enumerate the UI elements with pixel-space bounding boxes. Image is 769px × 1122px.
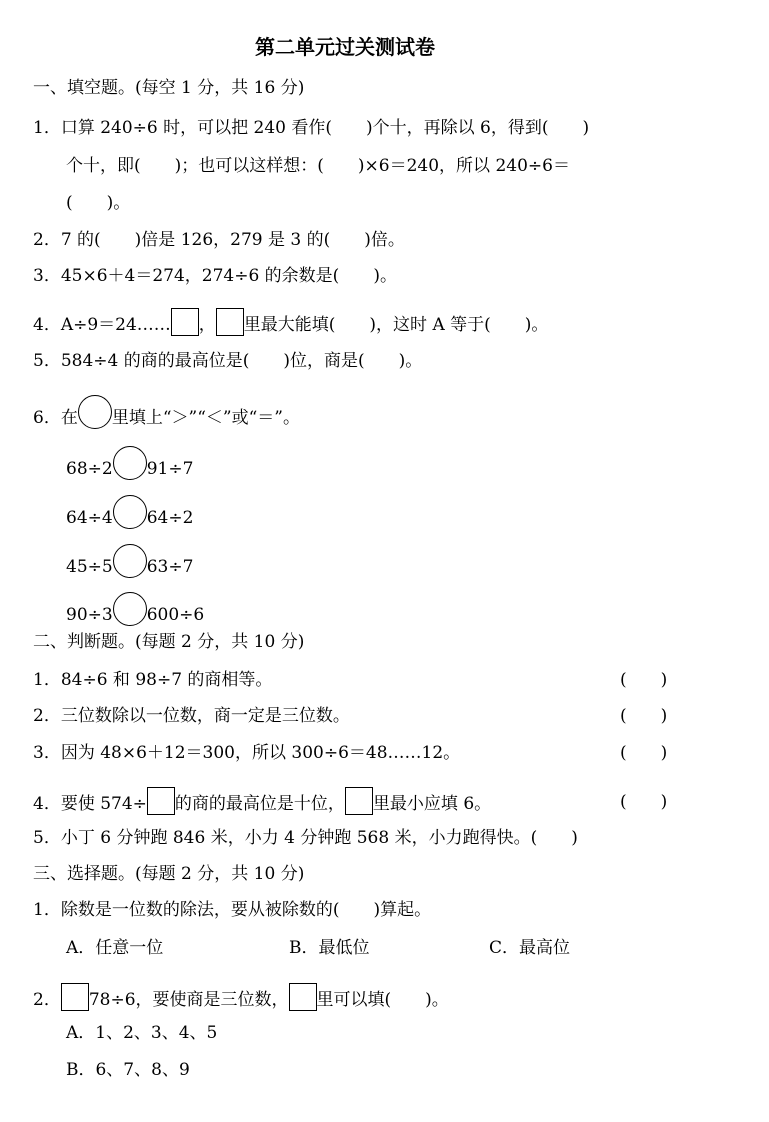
option-c[interactable]: C．最高位: [489, 938, 571, 958]
answer-box[interactable]: [61, 983, 89, 1011]
compare-circle[interactable]: [113, 544, 147, 578]
answer-paren[interactable]: ( ): [620, 792, 668, 812]
q2-4-text-a: 4．要使 574÷: [33, 794, 147, 814]
q4-text-c: 里最大能填( )，这时 A 等于( )。: [243, 315, 549, 335]
question-2-5: 5．小丁 6 分钟跑 846 米，小力 4 分钟跑 568 米，小力跑得快。( ): [33, 828, 578, 848]
question-1-2: 2．7 的( )倍是 126，279 是 3 的( )倍。: [33, 230, 405, 250]
comparison-right: 91÷7: [146, 459, 194, 479]
question-1-1-line3: ( )。: [66, 193, 131, 213]
comparison-left: 45÷5: [66, 557, 113, 577]
comparison-row: [66, 446, 193, 481]
section-1-heading: 一、填空题。(每空 1 分，共 16 分): [33, 78, 305, 98]
question-2-3: 3．因为 48×6＋12＝300，所以 300÷6＝48……12。: [33, 743, 461, 763]
q2-4-text-b: 的商的最高位是十位，: [174, 794, 345, 814]
comparison-right: 63÷7: [146, 557, 194, 577]
question-1-4: [33, 308, 548, 337]
comparison-left: 64÷4: [66, 508, 113, 528]
answer-box[interactable]: [147, 787, 175, 815]
section-2-heading: 二、判断题。(每题 2 分，共 10 分): [33, 632, 305, 652]
q3-2-text-c: 里可以填( )。: [316, 990, 449, 1010]
answer-paren[interactable]: ( ): [620, 743, 668, 763]
comparison-left: 90÷3: [66, 605, 113, 625]
answer-box[interactable]: [345, 787, 373, 815]
option-a[interactable]: A．任意一位: [66, 938, 164, 958]
comparison-row: [66, 592, 204, 627]
answer-paren[interactable]: ( ): [620, 670, 668, 690]
option-a[interactable]: A．1、2、3、4、5: [66, 1023, 218, 1043]
option-b[interactable]: B．最低位: [289, 938, 370, 958]
comparison-left: 68÷2: [66, 459, 113, 479]
question-2-2: 2．三位数除以一位数，商一定是三位数。: [33, 706, 350, 726]
question-3-1: 1．除数是一位数的除法，要从被除数的( )算起。: [33, 900, 432, 920]
answer-box[interactable]: [216, 308, 244, 336]
q4-text-b: ，: [198, 315, 216, 335]
question-1-5: 5．584÷4 的商的最高位是( )位，商是( )。: [33, 351, 423, 371]
question-1-1-line2: 个十，即( )；也可以这样想：( )×6＝240，所以 240÷6＝: [66, 156, 570, 176]
question-1-1-line1: 1．口算 240÷6 时，可以把 240 看作( )个十，再除以 6，得到( ): [33, 118, 590, 138]
answer-box[interactable]: [289, 983, 317, 1011]
answer-paren[interactable]: ( ): [620, 706, 668, 726]
comparison-right: 64÷2: [146, 508, 194, 528]
compare-circle[interactable]: [113, 592, 147, 626]
section-3-heading: 三、选择题。(每题 2 分，共 10 分): [33, 864, 305, 884]
question-2-4: [33, 787, 491, 816]
compare-circle[interactable]: [113, 495, 147, 529]
compare-circle[interactable]: [113, 446, 147, 480]
question-3-2: [33, 983, 449, 1012]
q6-text-b: 里填上“＞”“＜”或“＝”。: [111, 408, 300, 428]
q4-text-a: 4．A÷9＝24……: [33, 315, 171, 335]
comparison-row: [66, 495, 193, 530]
option-b[interactable]: B．6、7、8、9: [66, 1060, 190, 1080]
compare-circle[interactable]: [78, 395, 112, 429]
question-1-6: [33, 395, 300, 430]
q3-2-text-b: 78÷6，要使商是三位数，: [88, 990, 289, 1010]
question-1-3: 3．45×6＋4＝274，274÷6 的余数是( )。: [33, 266, 397, 286]
answer-box[interactable]: [171, 308, 199, 336]
q2-4-text-c: 里最小应填 6。: [372, 794, 492, 814]
comparison-row: [66, 544, 193, 579]
q3-2-text-a: 2．: [33, 990, 61, 1010]
page-title: 第二单元过关测试卷: [255, 35, 435, 59]
question-2-1: 1．84÷6 和 98÷7 的商相等。: [33, 670, 273, 690]
comparison-right: 600÷6: [146, 605, 205, 625]
q6-text-a: 6．在: [33, 408, 78, 428]
